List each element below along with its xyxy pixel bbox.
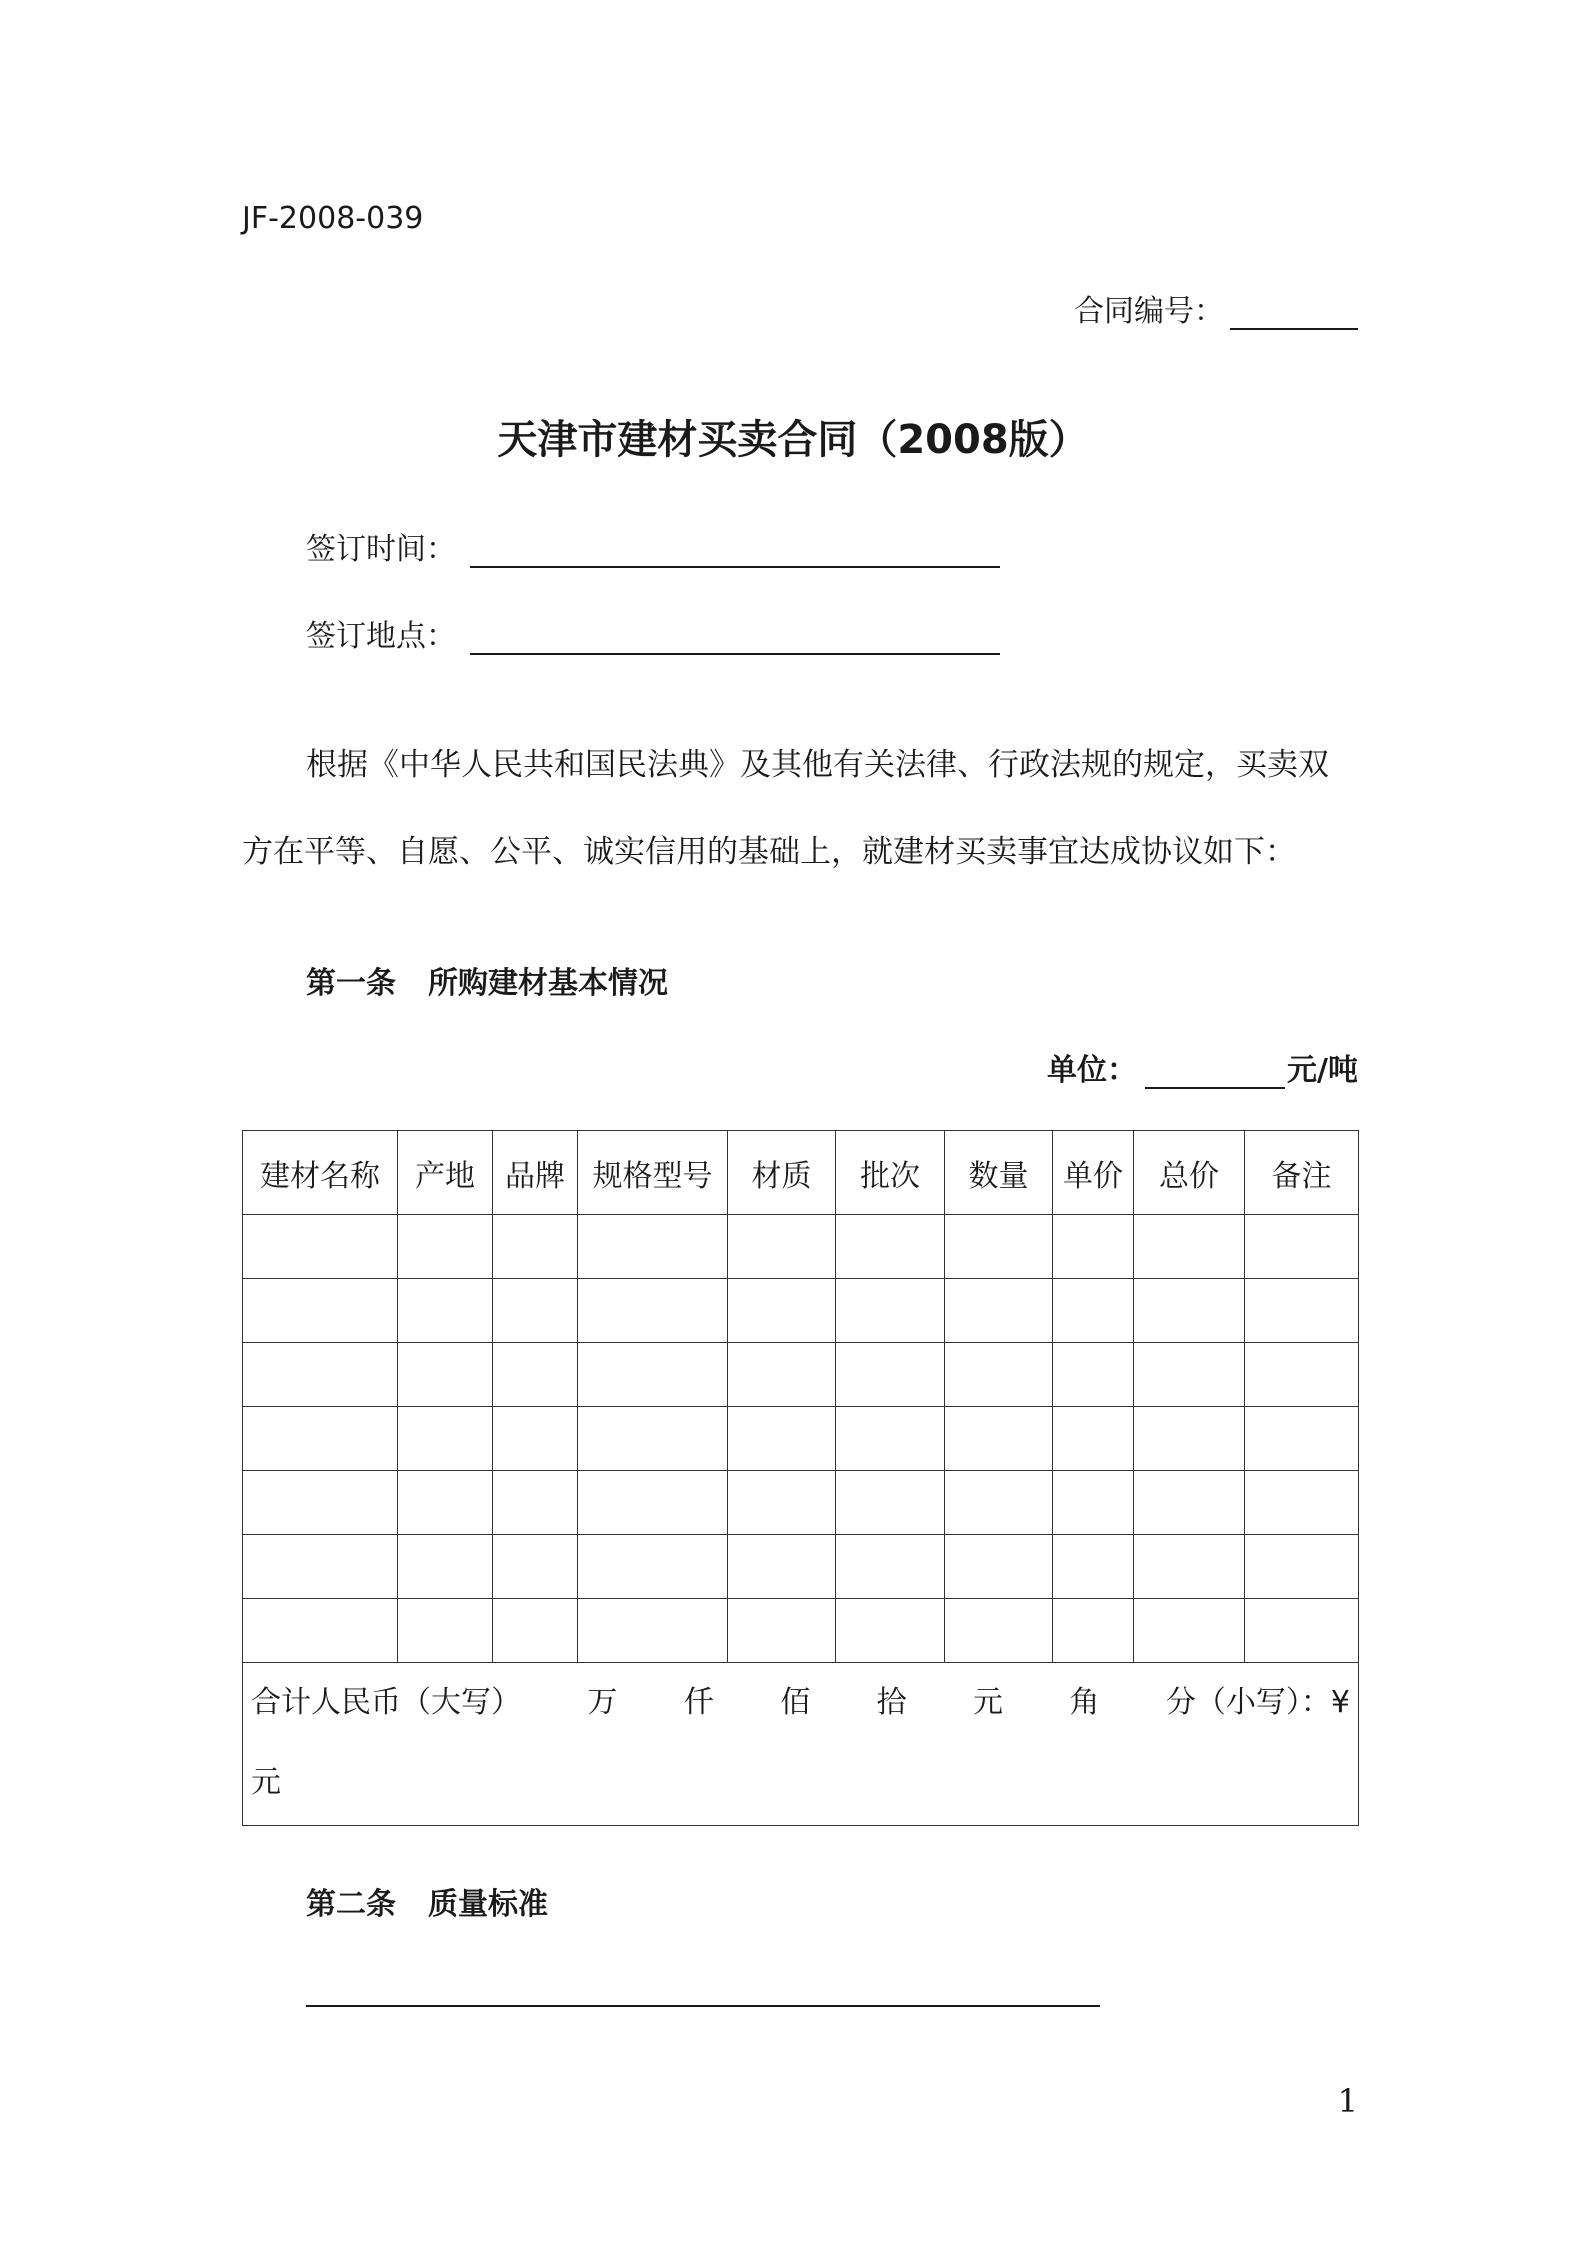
section-1-heading xyxy=(306,958,668,1002)
total-qian: 仟 xyxy=(683,1685,714,1720)
page-title: 天津市建材买卖合同（2008版） xyxy=(497,417,1089,463)
table-row xyxy=(243,1471,1359,1535)
table-cell[interactable] xyxy=(945,1279,1053,1343)
section-1-number: 第一条 xyxy=(306,966,396,1001)
table-cell[interactable] xyxy=(243,1279,398,1343)
quality-standard-blank[interactable] xyxy=(306,2005,1100,2007)
table-cell[interactable] xyxy=(945,1599,1053,1663)
table-cell[interactable] xyxy=(945,1215,1053,1279)
table-cell[interactable] xyxy=(836,1279,945,1343)
table-cell[interactable] xyxy=(945,1471,1053,1535)
total-jiao: 角 xyxy=(1069,1685,1100,1720)
sign-time-field xyxy=(306,524,1000,568)
table-cell[interactable] xyxy=(493,1407,578,1471)
section-1-title: 所购建材基本情况 xyxy=(428,966,668,1001)
section-2-heading xyxy=(306,1879,548,1923)
total-fen-small: 分（小写）：¥ xyxy=(1165,1685,1350,1720)
table-cell[interactable] xyxy=(836,1535,945,1599)
table-cell[interactable] xyxy=(836,1407,945,1471)
contract-number-field xyxy=(1074,286,1358,330)
table-cell[interactable] xyxy=(728,1471,836,1535)
table-cell[interactable] xyxy=(578,1407,728,1471)
table-cell[interactable] xyxy=(1245,1599,1359,1663)
materials-table xyxy=(242,1130,1359,1826)
table-cell[interactable] xyxy=(836,1343,945,1407)
total-shi: 拾 xyxy=(876,1685,907,1720)
table-cell[interactable] xyxy=(1053,1535,1134,1599)
sign-place-field xyxy=(306,611,1000,655)
table-cell[interactable] xyxy=(493,1215,578,1279)
table-cell[interactable] xyxy=(1134,1343,1245,1407)
table-header-row xyxy=(243,1131,1359,1215)
table-cell[interactable] xyxy=(836,1599,945,1663)
table-cell[interactable] xyxy=(728,1215,836,1279)
table-cell[interactable] xyxy=(728,1279,836,1343)
table-cell[interactable] xyxy=(1245,1343,1359,1407)
table-cell[interactable] xyxy=(398,1343,493,1407)
sign-place-label: 签订地点： xyxy=(306,619,456,654)
table-cell[interactable] xyxy=(578,1535,728,1599)
header-material: 材质 xyxy=(728,1131,836,1215)
table-cell[interactable] xyxy=(728,1407,836,1471)
section-2-number: 第二条 xyxy=(306,1887,396,1922)
header-material-name: 建材名称 xyxy=(243,1131,398,1215)
total-amount-line xyxy=(251,1663,1350,1743)
unit-field xyxy=(1047,1045,1358,1089)
total-yuan: 元 xyxy=(973,1685,1004,1720)
table-cell[interactable] xyxy=(398,1471,493,1535)
intro-paragraph-line-1: 根据《中华人民共和国民法典》及其他有关法律、行政法规的规定，买卖双 xyxy=(306,747,1329,783)
table-cell[interactable] xyxy=(728,1535,836,1599)
table-cell[interactable] xyxy=(578,1471,728,1535)
header-unit-price: 单价 xyxy=(1053,1131,1134,1215)
table-cell[interactable] xyxy=(243,1471,398,1535)
table-row xyxy=(243,1599,1359,1663)
table-cell[interactable] xyxy=(578,1599,728,1663)
table-cell[interactable] xyxy=(945,1535,1053,1599)
table-cell[interactable] xyxy=(1053,1599,1134,1663)
table-cell[interactable] xyxy=(243,1215,398,1279)
total-wan: 万 xyxy=(587,1685,618,1720)
header-quantity: 数量 xyxy=(945,1131,1053,1215)
table-cell[interactable] xyxy=(1053,1279,1134,1343)
table-cell[interactable] xyxy=(398,1599,493,1663)
total-row xyxy=(243,1663,1359,1826)
table-cell[interactable] xyxy=(578,1215,728,1279)
page-number: 1 xyxy=(1337,2082,1358,2120)
total-yuan-tail: 元 xyxy=(251,1765,281,1800)
intro-paragraph-line-2: 方在平等、自愿、公平、诚实信用的基础上，就建材买卖事宜达成协议如下： xyxy=(242,834,1296,870)
table-cell[interactable] xyxy=(243,1343,398,1407)
header-batch: 批次 xyxy=(836,1131,945,1215)
table-cell[interactable] xyxy=(1245,1407,1359,1471)
table-cell[interactable] xyxy=(728,1343,836,1407)
total-bai: 佰 xyxy=(780,1685,811,1720)
total-cell[interactable] xyxy=(243,1663,1359,1826)
table-cell[interactable] xyxy=(1053,1215,1134,1279)
section-2-title: 质量标准 xyxy=(428,1887,548,1922)
table-cell[interactable] xyxy=(493,1599,578,1663)
table-cell[interactable] xyxy=(578,1279,728,1343)
unit-suffix: 元/吨 xyxy=(1287,1053,1358,1088)
table-cell[interactable] xyxy=(1134,1215,1245,1279)
table-cell[interactable] xyxy=(398,1407,493,1471)
contract-number-label: 合同编号： xyxy=(1074,294,1224,329)
table-row xyxy=(243,1279,1359,1343)
table-cell[interactable] xyxy=(1053,1343,1134,1407)
table-cell[interactable] xyxy=(945,1343,1053,1407)
table-cell[interactable] xyxy=(243,1535,398,1599)
table-cell[interactable] xyxy=(1134,1535,1245,1599)
table-cell[interactable] xyxy=(1134,1407,1245,1471)
table-cell[interactable] xyxy=(578,1343,728,1407)
table-cell[interactable] xyxy=(398,1535,493,1599)
table-cell[interactable] xyxy=(1245,1279,1359,1343)
table-cell[interactable] xyxy=(1134,1599,1245,1663)
unit-label: 单位： xyxy=(1047,1053,1138,1088)
table-row xyxy=(243,1535,1359,1599)
header-origin: 产地 xyxy=(398,1131,493,1215)
table-cell[interactable] xyxy=(398,1215,493,1279)
table-cell[interactable] xyxy=(493,1471,578,1535)
table-row xyxy=(243,1343,1359,1407)
table-cell[interactable] xyxy=(1245,1471,1359,1535)
table-cell[interactable] xyxy=(1245,1535,1359,1599)
table-cell[interactable] xyxy=(243,1407,398,1471)
unit-blank[interactable] xyxy=(1145,1051,1285,1089)
table-cell[interactable] xyxy=(398,1279,493,1343)
total-label: 合计人民币（大写） xyxy=(251,1685,521,1720)
table-cell[interactable] xyxy=(243,1599,398,1663)
table-row xyxy=(243,1407,1359,1471)
sign-time-blank[interactable] xyxy=(470,530,1000,568)
table-row xyxy=(243,1215,1359,1279)
header-total-price: 总价 xyxy=(1134,1131,1245,1215)
sign-time-label: 签订时间： xyxy=(306,532,456,567)
sign-place-blank[interactable] xyxy=(470,617,1000,655)
table-cell[interactable] xyxy=(836,1471,945,1535)
header-brand: 品牌 xyxy=(493,1131,578,1215)
table-cell[interactable] xyxy=(1053,1407,1134,1471)
table-cell[interactable] xyxy=(945,1407,1053,1471)
table-cell[interactable] xyxy=(493,1343,578,1407)
table-cell[interactable] xyxy=(836,1215,945,1279)
document-code: JF-2008-039 xyxy=(242,201,424,236)
header-spec-model: 规格型号 xyxy=(578,1131,728,1215)
header-remarks: 备注 xyxy=(1245,1131,1359,1215)
table-cell[interactable] xyxy=(1134,1471,1245,1535)
table-cell[interactable] xyxy=(1053,1471,1134,1535)
table-cell[interactable] xyxy=(1134,1279,1245,1343)
table-cell[interactable] xyxy=(1245,1215,1359,1279)
table-cell[interactable] xyxy=(728,1599,836,1663)
contract-number-blank[interactable] xyxy=(1230,292,1358,330)
table-cell[interactable] xyxy=(493,1535,578,1599)
table-cell[interactable] xyxy=(493,1279,578,1343)
